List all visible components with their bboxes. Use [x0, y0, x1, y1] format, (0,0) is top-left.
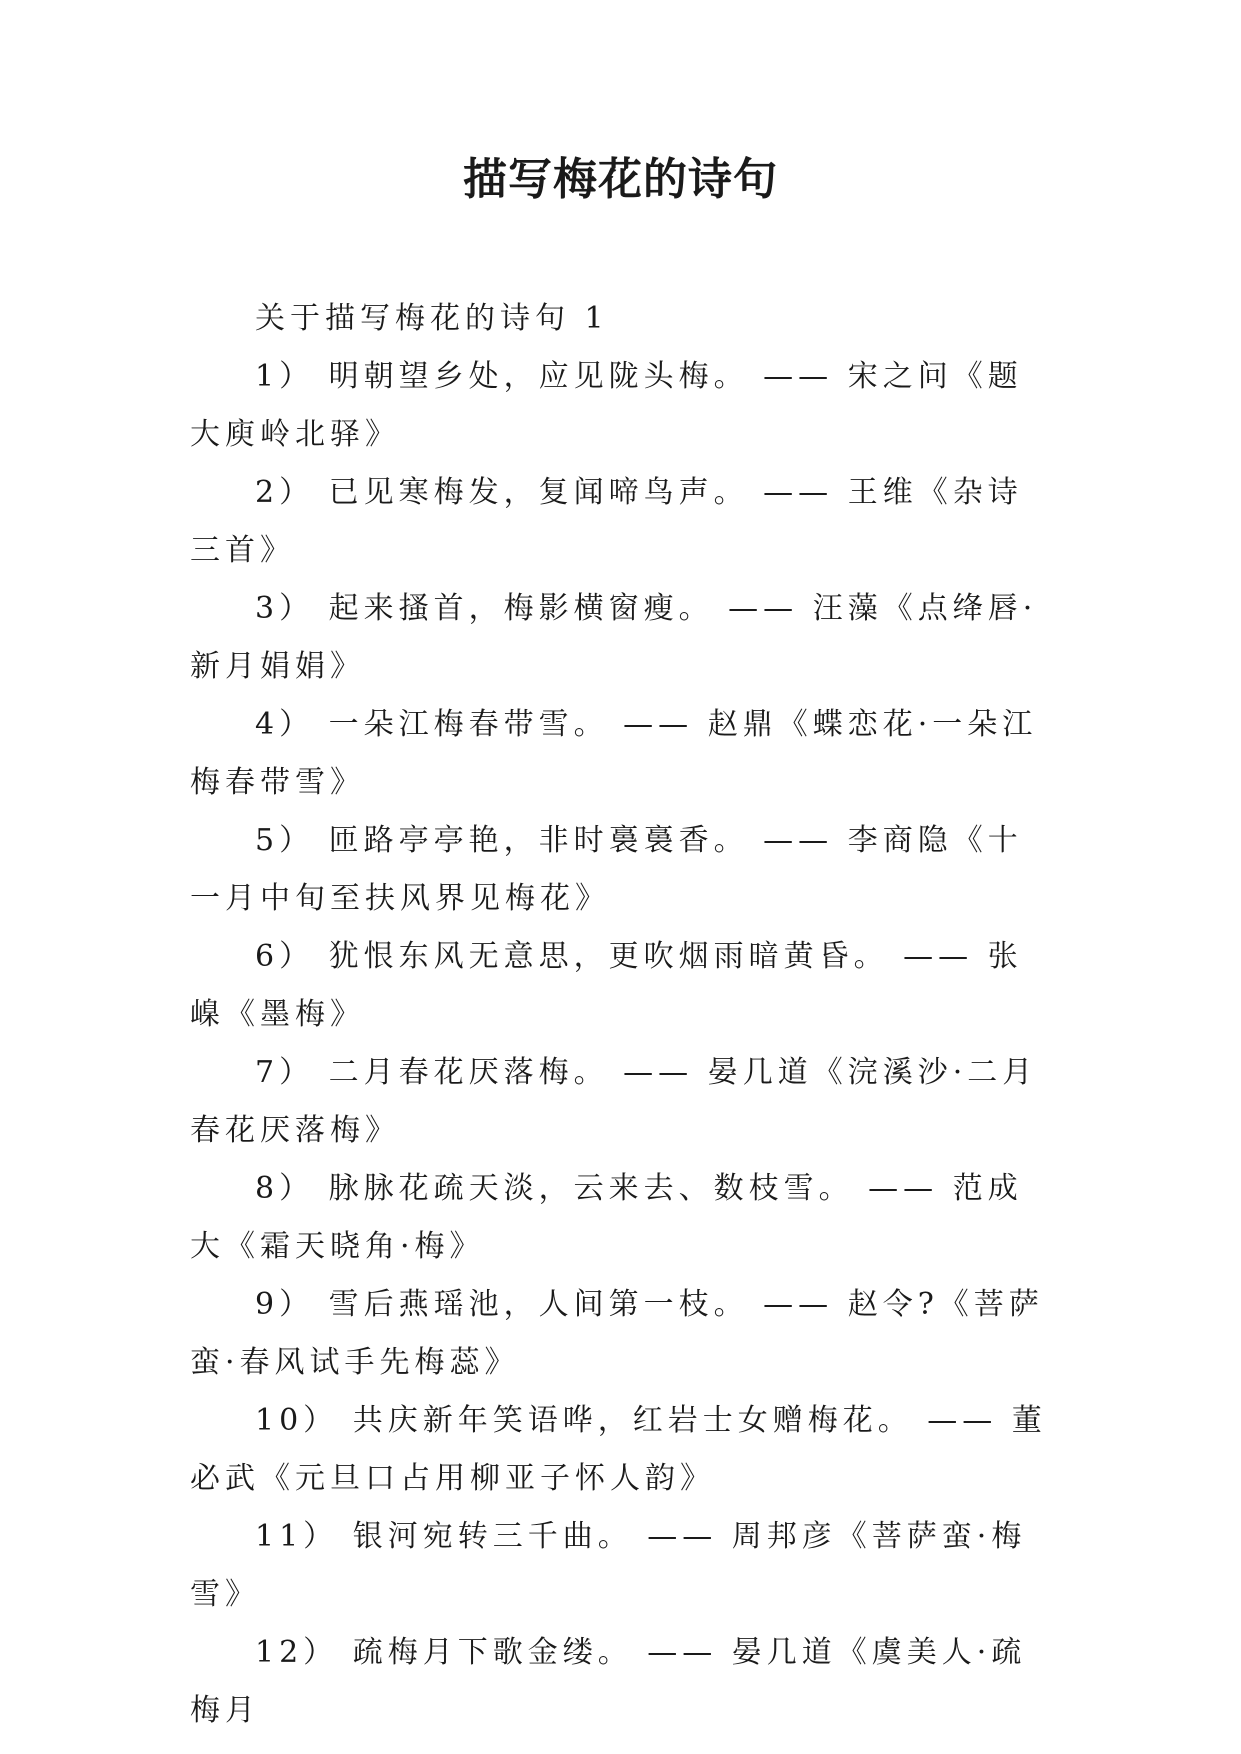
page-title: 描写梅花的诗句: [463, 154, 778, 205]
poem-line-3: 3） 起来搔首，梅影横窗瘦。 —— 汪藻《点绛唇·新月娟娟》: [190, 591, 1038, 684]
poem-line-10: 10） 共庆新年笑语哗，红岩士女赠梅花。 —— 董必武《元旦口占用柳亚子怀人韵》: [190, 1403, 1047, 1496]
poem-line-5: 5） 匝路亭亭艳，非时裛裛香。 —— 李商隐《十一月中旬至扶风界见梅花》: [190, 823, 1023, 916]
poem-line-9: 9） 雪后燕瑶池，人间第一枝。 —— 赵令?《菩萨蛮·春风试手先梅蕊》: [190, 1287, 1044, 1380]
poem-line-12: 12） 疏梅月下歌金缕。 —— 晏几道《虞美人·疏梅月: [190, 1635, 1027, 1728]
poem-line-6: 6） 犹恨东风无意思，更吹烟雨暗黄昏。 —— 张嵲《墨梅》: [190, 939, 1023, 1032]
poem-line-1: 1） 明朝望乡处，应见陇头梅。 —— 宋之问《题大庾岭北驿》: [190, 359, 1023, 452]
poem-line-8: 8） 脉脉花疏天淡，云来去、数枝雪。 —— 范成大《霜天晓角·梅》: [190, 1171, 1023, 1264]
poem-line-4: 4） 一朵江梅春带雪。 —— 赵鼎《蝶恋花·一朵江梅春带雪》: [190, 707, 1038, 800]
poem-line-2: 2） 已见寒梅发，复闻啼鸟声。 —— 王维《杂诗三首》: [190, 475, 1023, 568]
document-body: [190, 290, 1050, 1740]
poem-line-7: 7） 二月春花厌落梅。 —— 晏几道《浣溪沙·二月春花厌落梅》: [190, 1055, 1038, 1148]
paragraph-intro: 关于描写梅花的诗句 1: [255, 301, 609, 336]
poem-line-11: 11） 银河宛转三千曲。 —— 周邦彦《菩萨蛮·梅雪》: [190, 1519, 1027, 1612]
